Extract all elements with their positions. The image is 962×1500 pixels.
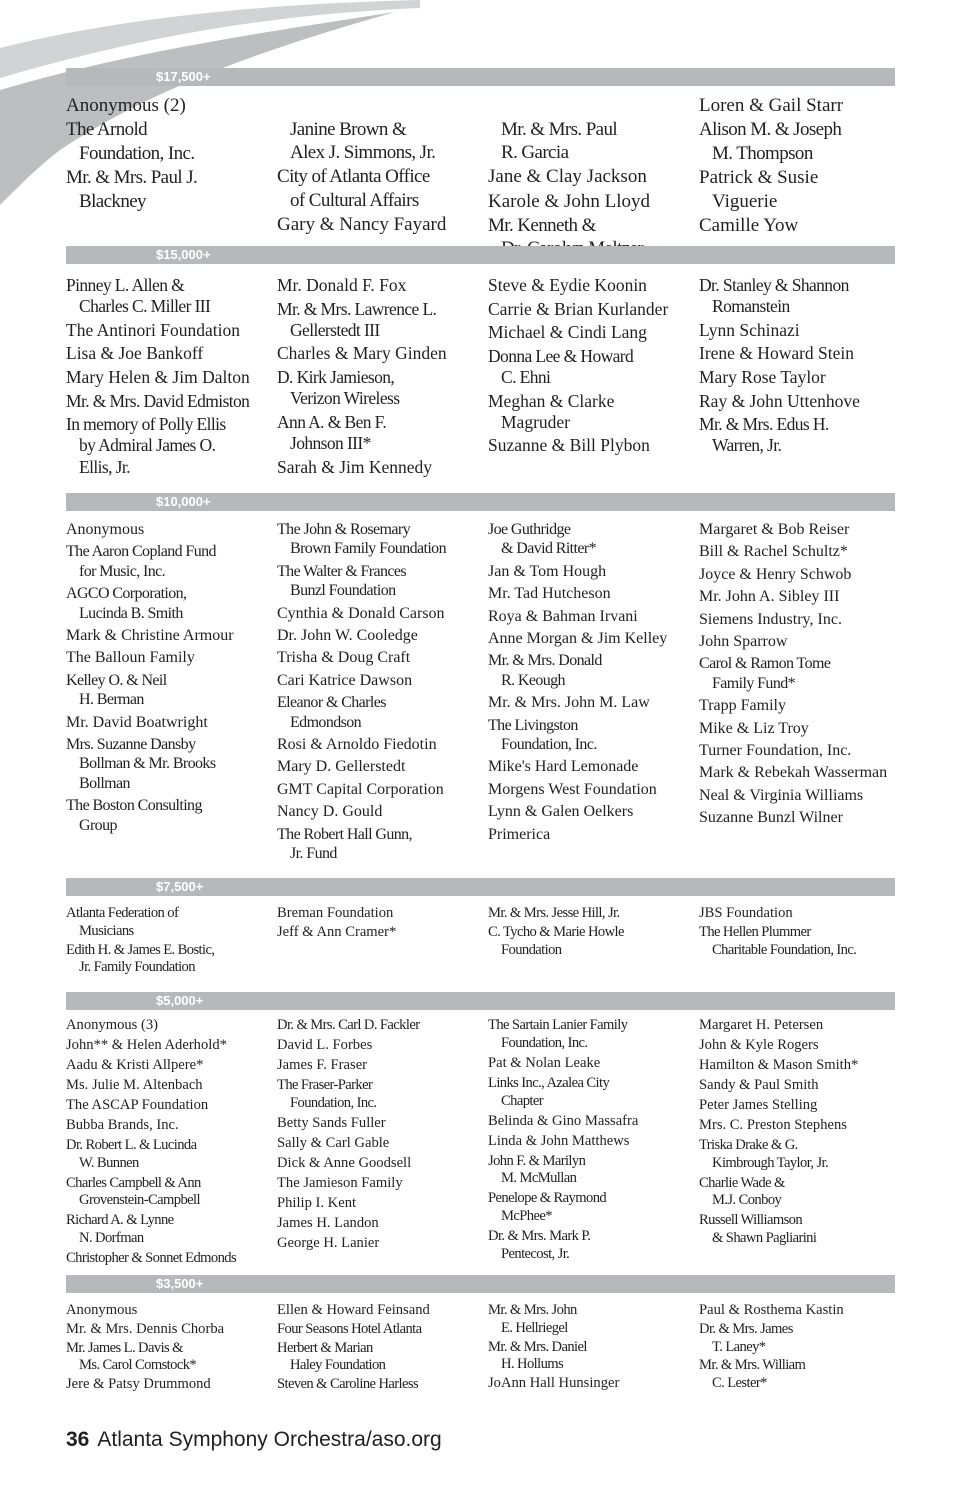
donor-entry: D. Kirk Jamieson, Verizon Wireless <box>277 366 400 409</box>
donor-column <box>488 1017 699 1270</box>
donor-entry: Ms. Julie M. Altenbach <box>66 1076 203 1093</box>
donor-entry: Steve & Eydie Koonin <box>488 275 647 295</box>
donor-entry: Mary Helen & Jim Dalton <box>66 366 250 387</box>
tier-columns <box>66 94 895 262</box>
donor-entry: Joe Guthridge & David Ritter* <box>488 521 596 558</box>
donor-entry: Mr. & Mrs. Dennis Chorba <box>66 1320 225 1337</box>
donor-column <box>699 520 895 867</box>
donor-column <box>277 905 488 978</box>
donor-entry: Penelope & Raymond McPhee* <box>488 1190 607 1225</box>
donor-entry: Breman Foundation <box>277 905 394 921</box>
donor-entry: Gary & Nancy Fayard <box>277 214 447 236</box>
donor-entry: Sarah & Jim Kennedy <box>277 456 433 477</box>
donor-column <box>277 94 488 262</box>
donor-entry: Mr. & Mrs. Lawrence L. Gellerstedt III <box>277 298 437 340</box>
donor-entry: Kelley O. & Neil H. Berman <box>66 671 167 709</box>
donor-entry: AGCO Corporation, Lucinda B. Smith <box>66 585 187 622</box>
donor-entry: Dr. & Mrs. Carl D. Fackler <box>277 1017 420 1033</box>
donor-column <box>699 905 895 978</box>
publication-name: Atlanta Symphony Orchestra/aso.org <box>97 1428 442 1451</box>
donor-entry: Ann A. & Ben F. Johnson III* <box>277 411 387 453</box>
donor-entry: Anonymous (2) <box>66 95 186 116</box>
donor-entry: James F. Fraser <box>277 1056 368 1073</box>
donor-entry: Margaret H. Petersen <box>699 1017 824 1033</box>
donor-entry: John F. & Marilyn M. McMullan <box>488 1152 586 1187</box>
donor-entry: Carol & Ramon Tome Family Fund* <box>699 655 831 692</box>
donor-entry: The Aaron Copland Fund for Music, Inc. <box>66 543 216 580</box>
donor-entry: Pinney L. Allen & Charles C. Miller III <box>66 275 211 317</box>
donor-entry: Peter James Stelling <box>699 1096 818 1113</box>
donor-entry: Mr. & Mrs. John M. Law <box>488 694 650 712</box>
donor-entry: Nancy D. Gould <box>277 803 383 821</box>
donor-entry: Mr. & Mrs. Paul J. Blackney <box>66 166 198 212</box>
donor-entry: John** & Helen Aderhold* <box>66 1036 227 1053</box>
donor-entry: John & Kyle Rogers <box>699 1036 819 1053</box>
donor-entry: Anonymous <box>66 521 145 538</box>
donor-entry: Edith H. & James E. Bostic, Jr. Family Foundation <box>66 941 215 976</box>
donor-entry: Lisa & Joe Bankoff <box>66 343 204 364</box>
donor-entry: Michael & Cindi Lang <box>488 322 647 343</box>
donor-entry: The Fraser-Parker Foundation, Inc. <box>277 1076 377 1111</box>
donor-entry: Betty Sands Fuller <box>277 1114 386 1131</box>
donor-entry: Anonymous (3) <box>66 1017 159 1033</box>
donor-entry: Triska Drake & G. Kimbrough Taylor, Jr. <box>699 1136 829 1171</box>
donor-entry: Aadu & Kristi Allpere* <box>66 1056 204 1073</box>
donor-entry: The Hellen Plummer Charitable Foundation, Inc. <box>699 923 857 958</box>
donor-entry: Sandy & Paul Smith <box>699 1076 819 1093</box>
donor-entry: Herbert & Marian Haley Foundation <box>277 1339 386 1374</box>
donor-entry: Mrs. Suzanne Dansby Bollman & Mr. Brooks Bollman <box>66 736 216 792</box>
donor-entry: Primerica <box>488 825 551 843</box>
donor-column <box>66 520 277 867</box>
donor-entry: Bubba Brands, Inc. <box>66 1116 179 1133</box>
donor-entry: Mike's Hard Lemonade <box>488 758 639 776</box>
donor-entry: Mr. & Mrs. John E. Hellriegel <box>488 1302 577 1336</box>
donor-entry: Dick & Anne Goodsell <box>277 1154 412 1171</box>
donor-entry: Links Inc., Azalea City Chapter <box>488 1074 610 1109</box>
donor-entry: Hamilton & Mason Smith* <box>699 1056 859 1073</box>
donor-column <box>277 1017 488 1270</box>
tier-section <box>66 246 895 480</box>
donor-entry: John Sparrow <box>699 633 788 651</box>
donor-entry: The Robert Hall Gunn, Jr. Fund <box>277 825 412 863</box>
donor-entry: Dr. & Mrs. James T. Laney* <box>699 1320 793 1355</box>
donor-entry: The Balloun Family <box>66 649 195 667</box>
donor-entry: James H. Landon <box>277 1214 379 1231</box>
donor-entry: Pat & Nolan Leake <box>488 1054 601 1071</box>
donor-entry: The Walter & Frances Bunzl Foundation <box>277 562 407 600</box>
donor-column <box>699 1017 895 1270</box>
donor-entry: Mr. & Mrs. Donald R. Keough <box>488 652 602 689</box>
tier-section <box>66 493 895 867</box>
donor-entry: Mr. & Mrs. Daniel H. Hollums <box>488 1338 587 1373</box>
donor-entry: The Antinori Foundation <box>66 319 241 340</box>
tier-heading: $3,500+ <box>66 1275 895 1293</box>
donor-entry: Meghan & Clarke Magruder <box>488 390 615 432</box>
tier-section <box>66 878 895 978</box>
donor-entry: Mr. James L. Davis & Ms. Carol Comstock* <box>66 1339 197 1374</box>
donor-entry: Paul & Rosthema Kastin <box>699 1302 844 1318</box>
donor-entry: Jeff & Ann Cramer* <box>277 923 397 940</box>
donor-entry: Mr. & Mrs. Jesse Hill, Jr. <box>488 905 620 921</box>
donor-entry: GMT Capital Corporation <box>277 780 444 798</box>
donor-entry: Philip I. Kent <box>277 1194 357 1211</box>
donor-entry: Linda & John Matthews <box>488 1132 630 1149</box>
donor-column <box>488 520 699 867</box>
donor-entry: Suzanne Bunzl Wilner <box>699 809 843 827</box>
donor-entry: Karole & John Lloyd <box>488 190 651 212</box>
donor-entry: Trapp Family <box>699 697 786 715</box>
donor-entry: Bill & Rachel Schultz* <box>699 543 848 561</box>
donor-entry: Lynn Schinazi <box>699 319 800 340</box>
donor-entry: Christopher & Sonnet Edmonds <box>66 1250 237 1267</box>
donor-entry: Richard A. & Lynne N. Dorfman <box>66 1212 174 1247</box>
donor-entry: The John & Rosemary Brown Family Foundation <box>277 521 446 558</box>
donor-entry: Trisha & Doug Craft <box>277 649 411 667</box>
donor-entry: Mary Rose Taylor <box>699 366 826 387</box>
donor-entry: The Boston Consulting Group <box>66 797 202 834</box>
donor-entry: Mr. Tad Hutcheson <box>488 585 611 603</box>
donor-entry: Mr. David Boatwright <box>66 713 208 731</box>
donor-column <box>488 275 699 480</box>
donor-entry: David L. Forbes <box>277 1036 373 1053</box>
donor-entry: Donna Lee & Howard C. Ehni <box>488 345 634 387</box>
tier-columns <box>66 1017 895 1270</box>
donor-entry: Charles & Mary Ginden <box>277 343 447 364</box>
donor-entry: Charles Campbell & Ann Grovenstein-Campbell <box>66 1174 201 1209</box>
donor-entry: The Arnold Foundation, Inc. <box>66 119 195 164</box>
tier-section <box>66 1275 895 1395</box>
donor-entry: Loren & Gail Starr <box>699 95 844 116</box>
donor-entry: Mr. & Mrs. Paul R. Garcia <box>501 118 618 164</box>
donor-column <box>277 1302 488 1395</box>
donor-column <box>699 275 895 480</box>
donor-entry: George H. Lanier <box>277 1234 380 1251</box>
donor-column <box>699 94 895 262</box>
donor-column <box>66 94 277 262</box>
donor-entry: Dr. John W. Cooledge <box>277 627 418 645</box>
donor-entry: Neal & Virginia Williams <box>699 786 864 804</box>
page-number: 36 <box>66 1428 90 1451</box>
donor-column <box>488 905 699 978</box>
donor-entry: Carrie & Brian Kurlander <box>488 298 669 319</box>
donor-entry: The Sartain Lanier Family Foundation, Inc. <box>488 1017 628 1051</box>
tier-heading: $7,500+ <box>66 878 895 896</box>
donor-entry: Steven & Caroline Harless <box>277 1376 419 1393</box>
tier-columns <box>66 905 895 978</box>
tier-columns <box>66 520 895 867</box>
donor-column <box>488 94 699 262</box>
donor-entry: Mr. & Mrs. William C. Lester* <box>699 1357 806 1392</box>
donor-column <box>66 1302 277 1395</box>
donor-entry: Mr. Kenneth & <box>488 214 596 236</box>
donor-entry: Turner Foundation, Inc. <box>699 742 852 760</box>
tier-section <box>66 992 895 1270</box>
donor-column <box>66 275 277 480</box>
donor-column <box>66 1017 277 1270</box>
donor-entry: Lynn & Galen Oelkers <box>488 803 634 821</box>
donor-entry: Cynthia & Donald Carson <box>277 604 445 622</box>
donor-entry: Anne Morgan & Jim Kelley <box>488 630 668 648</box>
donor-column <box>66 905 277 978</box>
donor-entry: Dr. Stanley & Shannon Romanstein <box>699 275 849 317</box>
donor-entry: Mrs. C. Preston Stephens <box>699 1116 847 1133</box>
donor-entry: Mark & Christine Armour <box>66 627 234 645</box>
tier-heading: $5,000+ <box>66 992 895 1010</box>
donor-entry: Mark & Rebekah Wasserman <box>699 764 888 782</box>
donor-column <box>277 275 488 480</box>
donor-entry: Jere & Patsy Drummond <box>66 1376 211 1393</box>
donor-entry: Mr. John A. Sibley III <box>699 588 840 606</box>
donor-entry: Suzanne & Bill Plybon <box>488 435 650 456</box>
tier-columns <box>66 1302 895 1395</box>
donor-entry: JBS Foundation <box>699 905 793 921</box>
donor-entry: Mary D. Gellerstedt <box>277 758 406 776</box>
donor-entry: Ellen & Howard Feinsand <box>277 1302 430 1318</box>
page-footer <box>66 1428 442 1452</box>
donor-entry: Janine Brown & Alex J. Simmons, Jr. <box>290 118 436 164</box>
donor-entry: Anonymous <box>66 1302 138 1318</box>
donor-entry: Ray & John Uttenhove <box>699 390 860 411</box>
donor-entry: Jan & Tom Hough <box>488 562 607 580</box>
tier-heading: $10,000+ <box>66 493 895 511</box>
donor-column <box>699 1302 895 1395</box>
donor-entry: Alison M. & Joseph M. Thompson <box>699 119 842 164</box>
donor-entry: Roya & Bahman Irvani <box>488 607 638 625</box>
donor-entry: Sally & Carl Gable <box>277 1134 390 1151</box>
donor-entry: Siemens Industry, Inc. <box>699 610 842 628</box>
donor-entry: The Livingston Foundation, Inc. <box>488 716 597 754</box>
donor-entry: Eleanor & Charles Edmondson <box>277 694 386 731</box>
donor-column <box>488 1302 699 1395</box>
donor-entry: Dr. & Mrs. Mark P. Pentecost, Jr. <box>488 1228 591 1262</box>
donor-entry: City of Atlanta Office of Cultural Affairs <box>277 166 430 211</box>
donor-entry: JoAnn Hall Hunsinger <box>488 1375 620 1392</box>
donor-entry: In memory of Polly Ellis by Admiral James O. Ellis, Jr. <box>66 414 226 477</box>
tier-columns <box>66 275 895 480</box>
donor-entry: Mr. & Mrs. Edus H. Warren, Jr. <box>699 414 829 456</box>
donor-entry: Joyce & Henry Schwob <box>699 565 852 583</box>
donor-entry: The ASCAP Foundation <box>66 1096 209 1113</box>
donor-entry: Atlanta Federation of Musicians <box>66 905 179 939</box>
donor-entry: Dr. Robert L. & Lucinda W. Bunnen <box>66 1136 197 1171</box>
tier-heading: $15,000+ <box>66 246 895 264</box>
donor-entry: Russell Williamson & Shawn Pagliarini <box>699 1212 817 1247</box>
tier-section <box>66 68 895 262</box>
donor-entry: Mike & Liz Troy <box>699 719 809 737</box>
donor-entry: The Jamieson Family <box>277 1174 403 1191</box>
donor-entry: Camille Yow <box>699 214 799 236</box>
tier-heading: $17,500+ <box>66 68 895 86</box>
donor-entry: Belinda & Gino Massafra <box>488 1112 639 1129</box>
donor-entry: Margaret & Bob Reiser <box>699 521 850 538</box>
donor-entry: Charlie Wade & M.J. Conboy <box>699 1174 785 1209</box>
donor-entry: Rosi & Arnoldo Fiedotin <box>277 736 437 754</box>
donor-entry: Mr. & Mrs. David Edmiston <box>66 390 250 411</box>
donor-entry: Irene & Howard Stein <box>699 343 855 364</box>
donor-column <box>277 520 488 867</box>
donor-entry: Cari Katrice Dawson <box>277 671 413 689</box>
donor-entry: Jane & Clay Jackson <box>488 166 647 188</box>
donor-entry: C. Tycho & Marie Howle Foundation <box>488 923 624 958</box>
donor-entry: Morgens West Foundation <box>488 780 657 798</box>
donor-entry: Four Seasons Hotel Atlanta <box>277 1320 422 1337</box>
donor-entry: Patrick & Susie Viguerie <box>699 166 819 212</box>
donor-entry: Mr. Donald F. Fox <box>277 275 407 295</box>
